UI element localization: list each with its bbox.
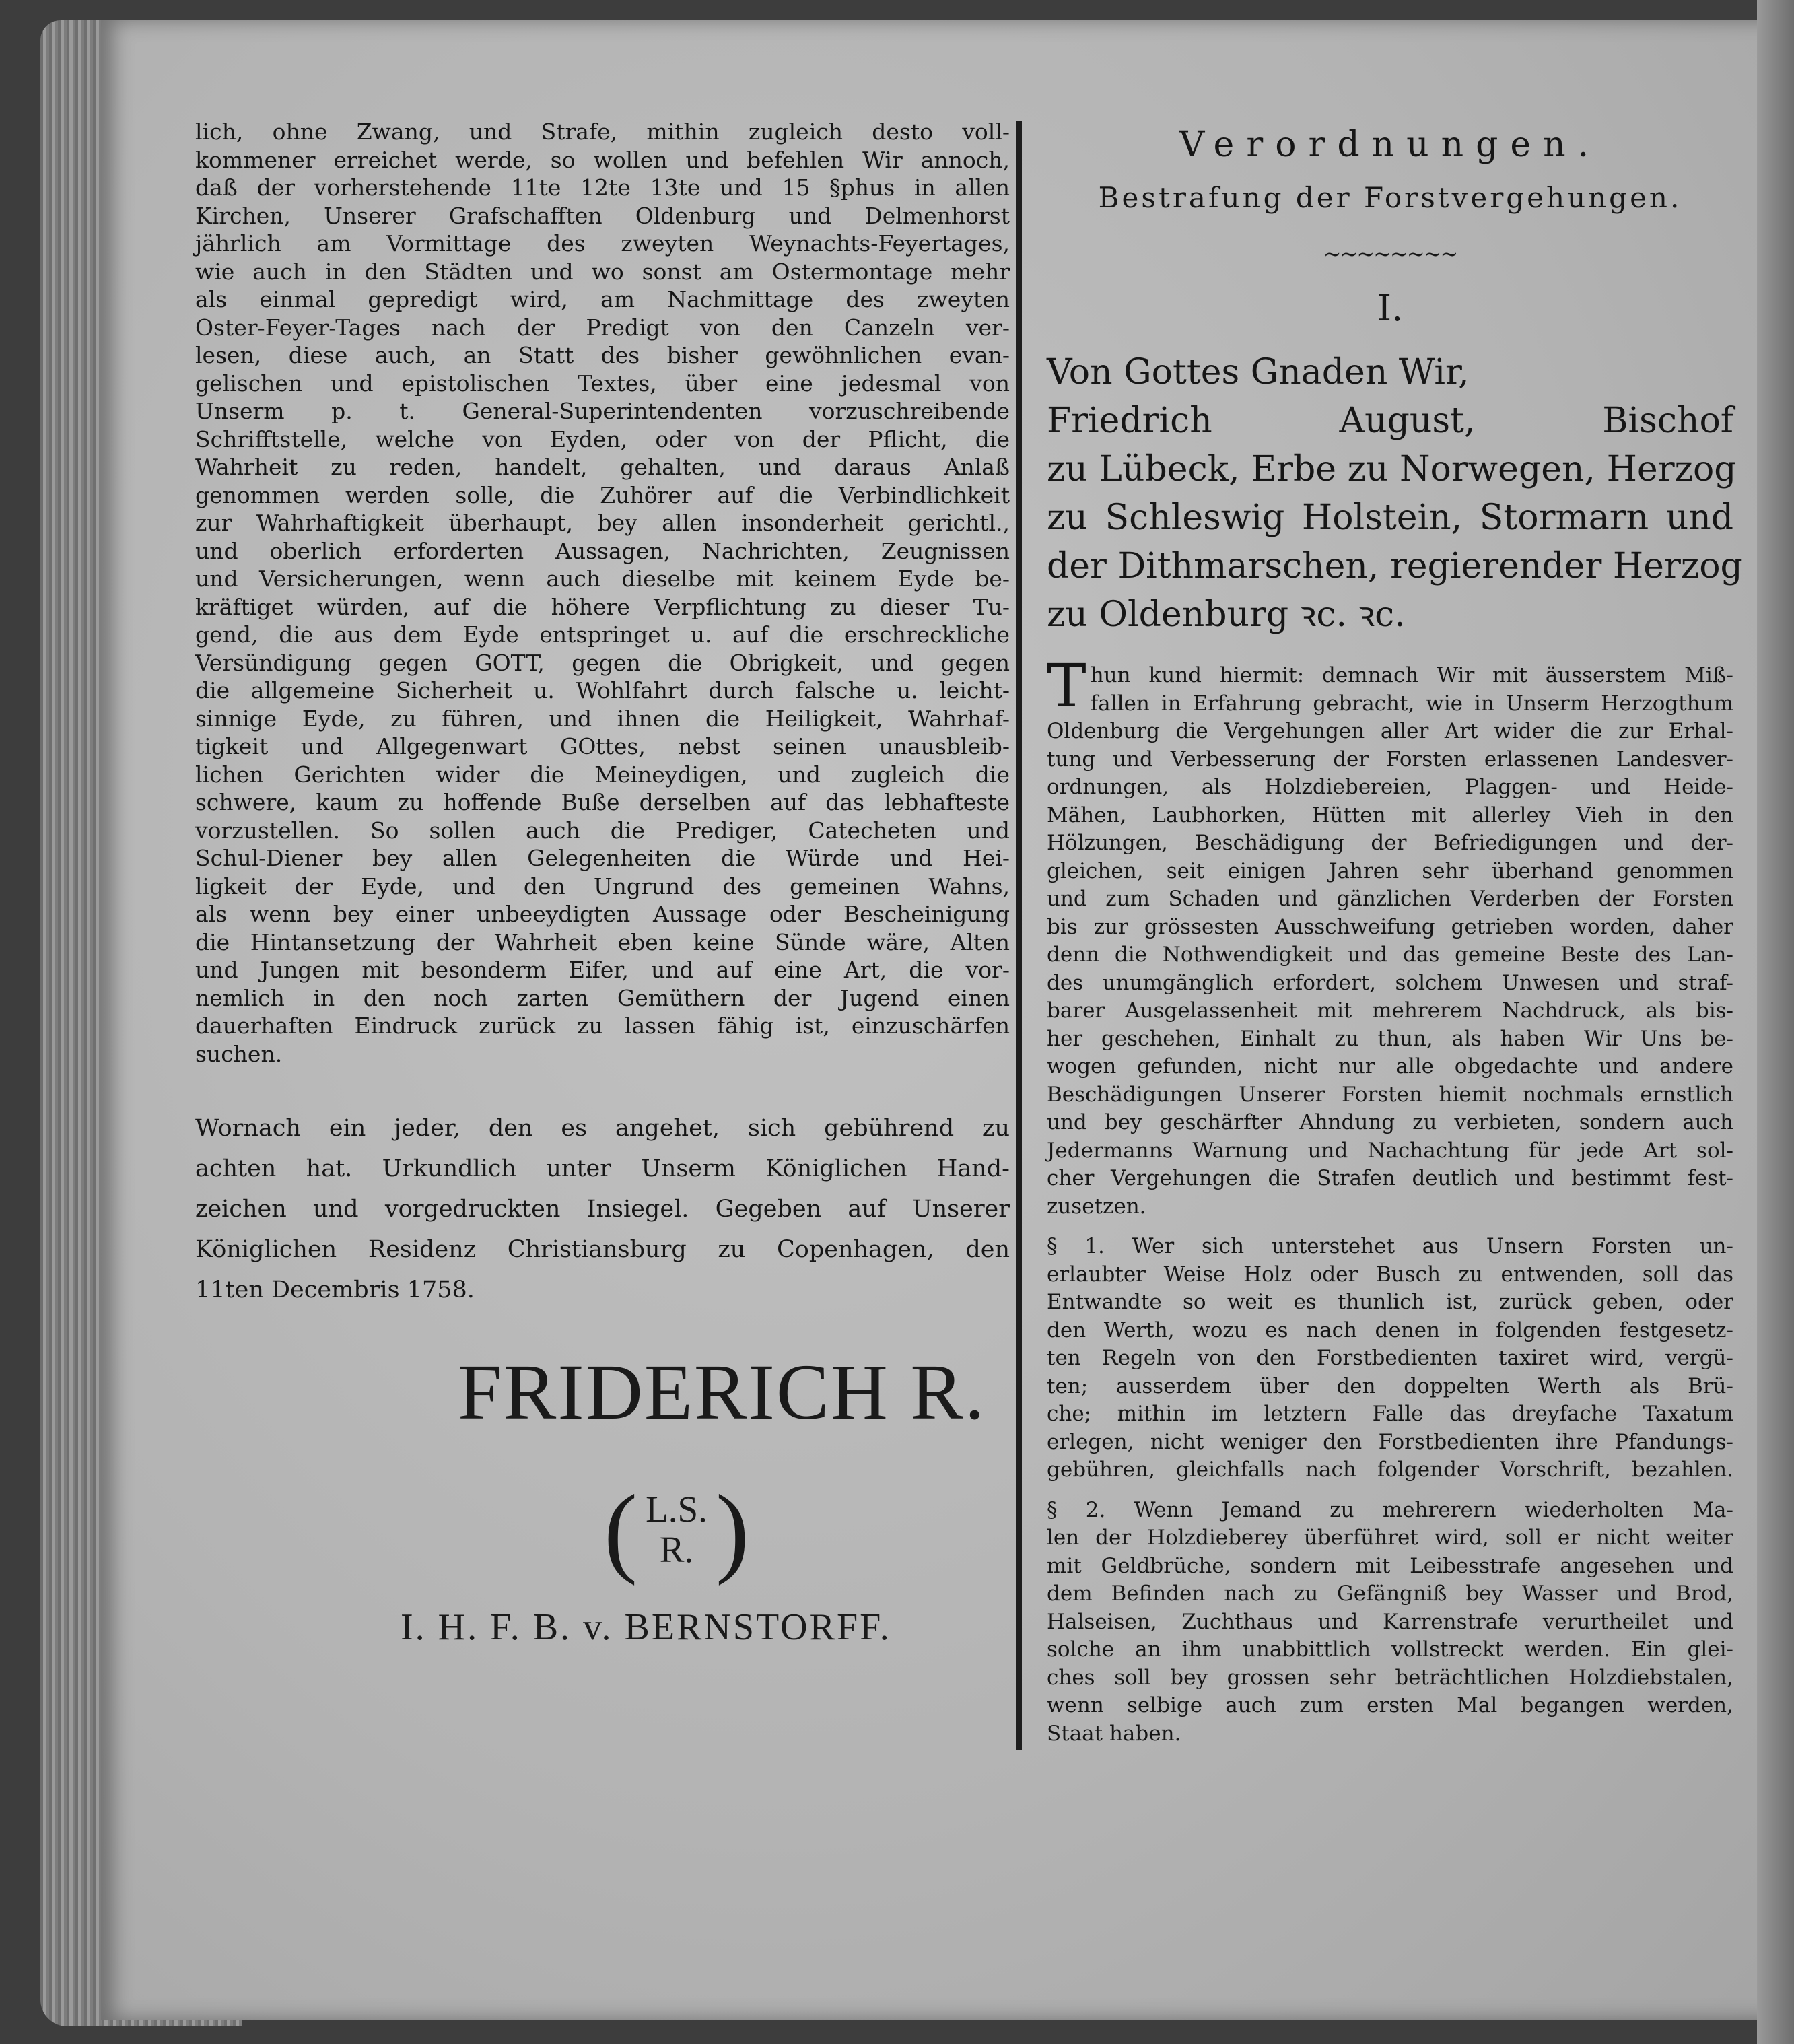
left-column-text: [195, 118, 1010, 1068]
text-line: den Werth, wozu es nach denen in folgenden festgesetz-: [1047, 1318, 1733, 1342]
text-line: gend, die aus dem Eyde entspringet u. auf die erschreckliche: [195, 621, 1010, 648]
text-line: tung und Verbesserung der Forsten erlassenen Landesver-: [1047, 747, 1733, 772]
ornament-rule: ~~~~~~~~: [1323, 241, 1457, 267]
seal-left-parenthesis: (: [604, 1474, 637, 1586]
seal-line-2: R.: [659, 1529, 694, 1570]
left-column: [195, 118, 1010, 1310]
text-line: ligkeit der Eyde, und den Ungrund des gemeinen Wahns,: [195, 873, 1010, 899]
text-line: che; mithin im letztern Falle das dreyfache Taxatum: [1047, 1402, 1733, 1426]
text-line: Oldenburg die Vergehungen aller Art wider die zur Erhal-: [1047, 719, 1733, 743]
text-line: und oberlich erforderten Aussagen, Nachrichten, Zeugnissen: [195, 537, 1010, 564]
text-line: ten Regeln von den Forstbedienten taxiret wird, vergü-: [1047, 1346, 1733, 1370]
text-line: Halseisen, Zuchthaus und Karrenstrafe verurtheilet und: [1047, 1609, 1733, 1634]
text-line: des unumgänglich erfordert, solchem Unwesen und straf-: [1047, 970, 1733, 995]
text-line: hun kund hiermit: demnach Wir mit äusserstem Miß-: [1090, 663, 1733, 687]
seal-mark: [604, 1474, 749, 1586]
text-line: jährlich am Vormittage des zweyten Weynachts-Feyertages,: [195, 230, 1010, 257]
text-line: Jedermanns Warnung und Nachachtung für jede Art sol-: [1047, 1138, 1733, 1163]
text-line: genommen werden solle, die Zuhörer auf die Verbindlichkeit: [195, 481, 1010, 508]
text-line: § 1. Wer sich unterstehet aus Unsern Forsten un-: [1047, 1234, 1733, 1258]
text-line: als wenn bey einer unbeeydigten Aussage oder Bescheinigung: [195, 901, 1010, 927]
preamble-lines: [1047, 651, 1733, 1221]
countersignature: I. H. F. B. v. BERNSTORFF.: [401, 1606, 891, 1648]
text-line: wogen gefunden, nicht nur alle obgedachte und andere: [1047, 1054, 1733, 1079]
text-line: schwere, kaum zu hoffende Buße derselben auf das lebhafteste: [195, 789, 1010, 815]
text-line: barer Ausgelassenheit mit mehrerem Nachdruck, als bis-: [1047, 998, 1733, 1023]
intitulatio-line: zu Lübeck, Erbe zu Norwegen, Herzog: [1047, 449, 1737, 489]
paragraph-2: [1047, 1497, 1733, 1748]
text-line: gebühren, gleichfalls nach folgender Vorschrift, bezahlen.: [1047, 1458, 1733, 1482]
closing-line: achten hat. Urkundlich unter Unserm Königlichen Hand-: [195, 1155, 1010, 1182]
text-line: Staat haben.: [1047, 1721, 1181, 1746]
closing-formula: [195, 1108, 1010, 1310]
text-line: vorzustellen. So sollen auch die Prediger, Catecheten und: [195, 817, 1010, 844]
text-line: dauerhaften Eindruck zurück zu lassen fähig ist, einzuschärfen: [195, 1013, 1010, 1039]
seal-line-1: L.S.: [646, 1489, 708, 1530]
intitulatio-line: zu Schleswig Holstein, Stormarn und: [1047, 498, 1733, 538]
text-line: als einmal gepredigt wird, am Nachmittage des zweyten: [195, 286, 1010, 312]
closing-line: zeichen und vorgedruckten Insiegel. Gegeben auf Unserer: [195, 1196, 1010, 1223]
intitulatio-line: zu Oldenburg ꝛc. ꝛc.: [1047, 594, 1406, 635]
closing-line: Wornach ein jeder, den es angehet, sich gebührend zu: [195, 1115, 1010, 1142]
text-line: und zum Schaden und gänzlichen Verderben der Forsten: [1047, 887, 1733, 911]
text-line: Oster-Feyer-Tages nach der Predigt von den Canzeln ver-: [195, 314, 1010, 341]
text-line: solche an ihm unabbittlich vollstreckt werden. Ein glei-: [1047, 1637, 1733, 1662]
column-divider: [1016, 121, 1022, 1750]
text-line: gleichen, seit einigen Jahren sehr überhand genommen: [1047, 858, 1733, 883]
text-line: Versündigung gegen GOTT, gegen die Obrigkeit, und gegen: [195, 649, 1010, 676]
text-line: kommener erreichet werde, so wollen und befehlen Wir annoch,: [195, 146, 1010, 173]
paragraph-1: [1047, 1233, 1733, 1485]
ordinance-preamble: [1047, 651, 1733, 1221]
section-heading: Verordnungen.: [1179, 125, 1601, 165]
intitulatio-line: Friedrich August, Bischof: [1047, 401, 1733, 441]
royal-signature: FRIDERICH R.: [458, 1348, 986, 1436]
text-line: erlegen, nicht weniger den Forstbedienten ihre Pfandungs-: [1047, 1429, 1733, 1454]
text-line: Schrifftstelle, welche von Eyden, oder von der Pflicht, die: [195, 425, 1010, 452]
text-line: und Jungen mit besonderm Eifer, und auf eine Art, die vor-: [195, 957, 1010, 983]
text-line: erlaubter Weise Holz oder Busch zu entwenden, soll das: [1047, 1262, 1733, 1287]
closing-line: Königlichen Residenz Christiansburg zu Copenhagen, den: [195, 1236, 1010, 1263]
text-line: und Versicherungen, wenn auch dieselbe mit keinem Eyde be-: [195, 566, 1010, 592]
text-line: wenn selbige auch zum ersten Mal begangen werden,: [1047, 1693, 1733, 1717]
seal-right-parenthesis: ): [716, 1474, 749, 1586]
text-line: die Hintansetzung der Wahrheit eben keine Sünde wäre, Alten: [195, 928, 1010, 955]
text-line: ten; ausserdem über den doppelten Werth als Brü-: [1047, 1373, 1733, 1398]
text-line: ches soll bey grossen sehr beträchtlichen Holzdiebstalen,: [1047, 1665, 1733, 1690]
section-number: I.: [1377, 287, 1404, 329]
ducal-intitulatio: [1047, 348, 1743, 639]
text-line: tigkeit und Allgegenwart GOttes, nebst seinen unausbleib-: [195, 733, 1010, 759]
text-line: die allgemeine Sicherheit u. Wohlfahrt durch falsche u. leicht-: [195, 677, 1010, 704]
text-line: len der Holzdieberey überführet wird, soll er nicht weiter: [1047, 1526, 1733, 1550]
text-line: bis zur grössesten Ausschweifung getrieben worden, daher: [1047, 914, 1733, 939]
text-line: daß der vorherstehende 11te 12te 13te und 15 §phus in allen: [195, 174, 1010, 201]
text-line: lichen Gerichten wider die Meineydigen, und zugleich die: [195, 761, 1010, 788]
text-line: Beschädigungen Unserer Forsten hiemit nochmals ernstlich: [1047, 1082, 1733, 1107]
text-line: Hölzungen, Beschädigung der Befriedigungen und der-: [1047, 831, 1733, 855]
text-line: kräftiget würden, auf die höhere Verpflichtung zu dieser Tu-: [195, 593, 1010, 620]
text-line: Wahrheit zu reden, handelt, gehalten, und daraus Anlaß: [195, 454, 1010, 480]
section-subheading: Bestrafung der Forstvergehungen.: [1098, 181, 1682, 214]
text-line: Mähen, Laubhorken, Hütten mit allerley Vieh in den: [1047, 803, 1733, 827]
text-line: lich, ohne Zwang, und Strafe, mithin zugleich desto voll-: [195, 118, 1010, 145]
text-line: mit Geldbrüche, sondern mit Leibesstrafe angesehen und: [1047, 1553, 1733, 1578]
drop-capital: T: [1047, 651, 1086, 720]
text-line: Schul-Diener bey allen Gelegenheiten die Würde und Hei-: [195, 845, 1010, 871]
text-line: zur Wahrhaftigkeit überhaupt, bey allen insonderheit gerichtl.,: [195, 510, 1010, 536]
text-line: zusetzen.: [1047, 1194, 1146, 1219]
intitulatio-line: Von Gottes Gnaden Wir,: [1047, 352, 1470, 393]
text-line: nemlich in den noch zarten Gemüthern der Jugend einen: [195, 984, 1010, 1011]
text-line: Unserm p. t. General-Superintendenten vorzuschreibende: [195, 398, 1010, 424]
book-right-edge: [1757, 0, 1794, 2044]
text-line: Kirchen, Unserer Grafschafften Oldenburg und Delmenhorst: [195, 202, 1010, 229]
text-line: suchen.: [195, 1040, 283, 1067]
text-line: gelischen und epistolischen Textes, über eine jedesmal von: [195, 370, 1010, 397]
text-line: cher Vergehungen die Strafen deutlich und bestimmt fest-: [1047, 1166, 1733, 1190]
text-line: denn die Nothwendigkeit und das gemeine Beste des Lan-: [1047, 943, 1733, 967]
text-line: § 2. Wenn Jemand zu mehrerern wiederholten Ma-: [1047, 1497, 1733, 1522]
closing-line: 11ten Decembris 1758.: [195, 1276, 475, 1303]
text-line: und bey geschärfter Ahndung zu verbieten, sondern auch: [1047, 1110, 1733, 1134]
intitulatio-line: der Dithmarschen, regierender Herzog: [1047, 546, 1743, 586]
text-line: her geschehen, Einhalt zu thun, als haben Wir Uns be-: [1047, 1026, 1733, 1051]
text-line: Entwandte so weit es thunlich ist, zurück geben, oder: [1047, 1290, 1733, 1314]
text-line: dem Befinden nach zu Gefängniß bey Wasser und Brod,: [1047, 1581, 1733, 1606]
text-line: fallen in Erfahrung gebracht, wie in Unserm Herzogthum: [1090, 691, 1733, 716]
right-column: [1047, 118, 1743, 1748]
text-line: wie auch in den Städten und wo sonst am Ostermontage mehr: [195, 258, 1010, 285]
text-line: lesen, diese auch, an Statt des bisher gewöhnlichen evan-: [195, 342, 1010, 368]
text-line: ordnungen, als Holzdiebereien, Plaggen- und Heide-: [1047, 775, 1733, 799]
text-line: sinnige Eyde, zu führen, und ihnen die Heiligkeit, Wahrhaf-: [195, 705, 1010, 732]
